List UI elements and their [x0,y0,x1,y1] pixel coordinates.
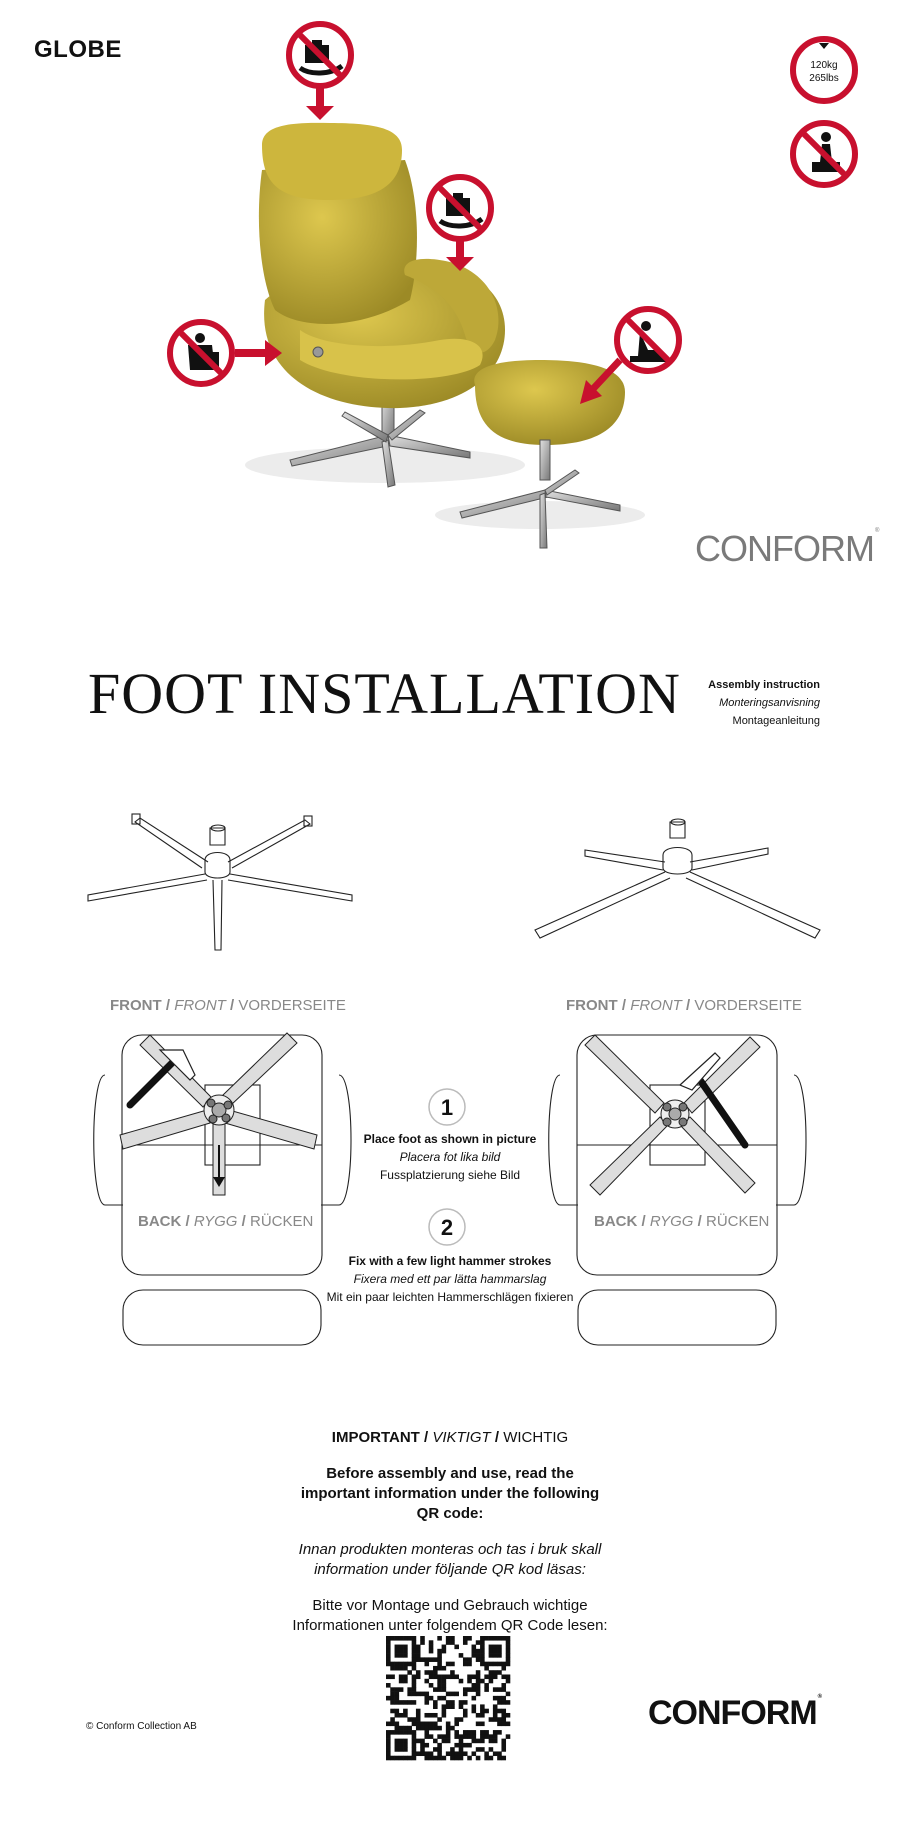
brand-logo-bottom: CONFORM® [648,1694,822,1732]
step-1-text: Place foot as shown in picture Placera fot lika bild Fussplatzierung siehe Bild [363,1132,537,1182]
no-standing-icon [793,123,855,185]
four-star-foot-drawing [530,800,830,960]
front-label-right: FRONT / FRONT / VORDERSEITE [566,997,802,1014]
product-photo [0,0,901,560]
weight-limit-icon [793,39,855,101]
copyright: © Conform Collection AB [86,1721,197,1732]
five-star-foot-drawing [80,800,380,960]
product-name: GLOBE [34,36,122,63]
weight-limit-kg: 120kg [810,60,838,71]
no-weight-on-headrest-icon [289,24,351,120]
page-title: FOOT INSTALLATION [88,661,681,726]
step-1-number [427,1087,467,1127]
chair [259,123,505,408]
step-2-number [427,1207,467,1247]
important-heading: IMPORTANT / VIKTIGT / WICHTIG [331,1429,569,1446]
step-2-text: Fix with a few light hammer strokes Fixera med ett par lätta hammarslag Mit ein paar leichten Hammerschlägen fixieren [326,1254,574,1304]
front-label-left: FRONT / FRONT / VORDERSEITE [110,997,346,1014]
svg-text:1: 1 [440,1095,454,1120]
important-text-en: Before assembly and use, read the important information under the following QR code: [300,1465,600,1522]
svg-text:2: 2 [440,1215,454,1240]
brand-logo-top: CONFORM® [695,528,879,569]
weight-limit-lbs: 265lbs [809,73,839,84]
four-star-foot-top-view [585,1035,760,1195]
no-weight-on-armrest-icon [429,177,491,271]
important-text-sv: Innan produkten monteras och tas i bruk skall information under följande QR kod läsas: [298,1541,602,1578]
important-text-de: Bitte vor Montage und Gebrauch wichtige Informationen unter folgendem QR Code lesen: [292,1597,608,1634]
important-notice [200,1428,700,1636]
back-label-left: BACK / RYGG / RÜCKEN [138,1213,314,1230]
qr-code[interactable] [386,1636,510,1760]
document-type: Assembly instruction Monteringsanvisning Montageanleitung [708,679,820,727]
back-label-right: BACK / RYGG / RÜCKEN [594,1213,770,1230]
no-sitting-on-ottoman-icon [580,309,679,404]
no-lifting-by-side-icon [170,322,282,384]
